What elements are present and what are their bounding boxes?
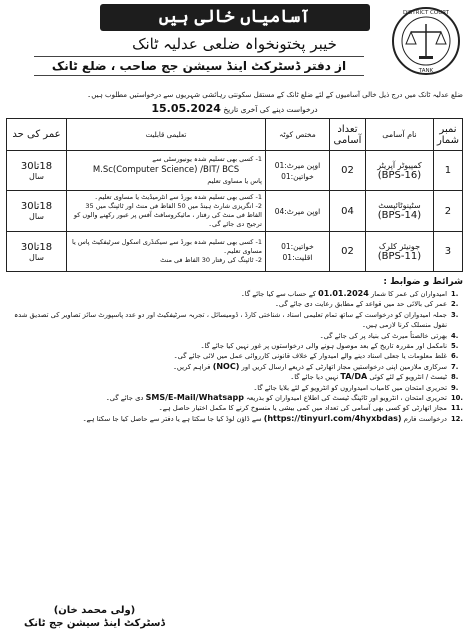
row-num: 3 bbox=[433, 232, 462, 272]
condition-item bbox=[6, 362, 463, 372]
condition-text: مجاز اتھارٹی کو کسی بھی آسامی کی تعداد میں کمی بیشی یا منسوخ کرنے کا مکمل اختیار حاصل ہے۔ bbox=[158, 404, 447, 413]
condition-text: درخواست فارم (https://tinyurl.com/4hyxbdas) سے ڈاؤن لوڈ کیا جا سکتا ہے یا دفتر سے حاصل کیا جا سکتا ہے۔ bbox=[82, 413, 447, 423]
condition-item bbox=[6, 299, 463, 309]
condition-number: 3. bbox=[451, 310, 459, 319]
row-qualification bbox=[67, 191, 266, 232]
header-age: عمر کی حد bbox=[7, 119, 67, 151]
quota-line: اوپن میرٹ:01 bbox=[274, 160, 321, 170]
page-title: آسامیاں خالی ہیں bbox=[100, 4, 370, 31]
header-title: نام آسامی bbox=[365, 119, 433, 151]
header-num: نمبر شمار bbox=[433, 119, 462, 151]
row-count: 02 bbox=[329, 232, 365, 272]
deadline-line bbox=[6, 102, 463, 115]
signatory-designation: ڈسٹرکٹ اینڈ سیشن جج ٹانک bbox=[24, 618, 165, 629]
age-range: 18تا30 bbox=[20, 160, 53, 172]
age-range: 18تا30 bbox=[20, 201, 53, 212]
header bbox=[6, 4, 463, 84]
condition-number: 5. bbox=[451, 342, 459, 351]
quota-line: اقلیت:01 bbox=[282, 252, 313, 262]
qualification-degrees: M.Sc(Computer Science) /BIT/ BCS bbox=[92, 165, 240, 175]
condition-item bbox=[6, 289, 463, 299]
condition-number: 10. bbox=[450, 394, 463, 403]
table-row bbox=[7, 151, 463, 191]
qualification-line: 2- انگریزی شارٹ ہینڈ میں 50 الفاظ فی منٹ اور ٹائپنگ میں 35 الفاظ فی منٹ کی رفتار ، مائیکروسافٹ آفس پر عبور رکھنے والوں کو ترجیح دی جائے گی۔ bbox=[73, 202, 262, 228]
condition-number: 7. bbox=[451, 362, 459, 371]
condition-text: غلط معلومات یا جعلی اسناد دینے والے امیدوار کے خلاف قانونی کارروائی عمل میں لائی جائے گی۔ bbox=[173, 352, 447, 361]
condition-text: بھرتی خالصتاً میرٹ کی بنیاد پر کی جائے گی۔ bbox=[319, 331, 447, 340]
condition-item bbox=[6, 351, 463, 361]
row-qualification bbox=[67, 232, 266, 272]
condition-highlight: (NOC) bbox=[212, 361, 240, 371]
row-quota bbox=[265, 232, 329, 272]
row-age bbox=[7, 191, 67, 232]
age-range: 18تا30 bbox=[20, 241, 53, 253]
condition-highlight: 01.01.2024 bbox=[318, 289, 369, 298]
condition-number: 12. bbox=[450, 414, 463, 423]
header-qualification: تعلیمی قابلیت bbox=[67, 119, 266, 151]
post-name: کمپیوٹر آپریٹر bbox=[377, 160, 422, 170]
condition-number: 1. bbox=[451, 290, 459, 298]
vacancies-table bbox=[6, 118, 463, 272]
qualification-line: پاس یا مساوی تعلیم bbox=[207, 177, 262, 185]
condition-number: 8. bbox=[451, 373, 459, 382]
qualification-line: 1- کسی بھی تسلیم شدہ بورڈ سے انٹرمیڈیٹ یا مساوی تعلیم۔ bbox=[94, 193, 262, 201]
condition-number: 4. bbox=[451, 331, 459, 340]
row-age bbox=[7, 151, 67, 191]
condition-number: 9. bbox=[451, 383, 459, 392]
post-name: سٹینوٹائپسٹ bbox=[378, 201, 421, 210]
header-count: تعداد آسامی bbox=[329, 119, 365, 151]
condition-number: 6. bbox=[451, 352, 459, 361]
condition-text: عمر کی بالائی حد میں قواعد کے مطابق رعایت دی جائے گی۔ bbox=[274, 300, 447, 309]
row-num: 1 bbox=[433, 151, 462, 191]
row-qualification bbox=[67, 151, 266, 191]
row-title bbox=[365, 232, 433, 272]
quota-line: خواتین:01 bbox=[281, 241, 314, 251]
condition-highlight: SMS/E-Mail/Whatsapp bbox=[145, 393, 244, 403]
condition-text: امیدواران کی عمر کا شمار 01.01.2024 کے حساب سے کیا جائے گا۔ bbox=[240, 289, 447, 298]
condition-text: جملہ امیدواران کو درخواست کے ساتھ تمام تعلیمی اسناد ، شناختی کارڈ ، ڈومیسائل ، تجربہ سرٹیفکیٹ اور دو عدد پاسپورٹ سائز تصاویر کی تصدیق شدہ نقول منسلک کرنا لازمی ہیں۔ bbox=[14, 310, 447, 330]
post-name: جونیئر کلرک bbox=[378, 241, 421, 251]
quota-line: خواتین:01 bbox=[281, 171, 314, 181]
condition-item bbox=[6, 383, 463, 393]
quota-line: اوپن میرٹ:04 bbox=[274, 206, 321, 216]
signatory-name: (ولی محمد خان) bbox=[53, 605, 136, 616]
signature-block bbox=[24, 605, 165, 629]
condition-item bbox=[6, 414, 463, 424]
condition-text: تحریری امتحان ، انٹرویو اور ٹائپنگ ٹیسٹ کی اطلاع امیدواران کو بذریعہ SMS/E-Mail/Whatsapp دی جائے گی۔ bbox=[105, 393, 447, 403]
page-subtitle: خیبر پختونخواہ ضلعی عدلیہ ٹانک bbox=[132, 35, 337, 53]
condition-item bbox=[6, 310, 463, 331]
table-row bbox=[7, 191, 463, 232]
conditions-list bbox=[6, 289, 463, 424]
row-quota bbox=[265, 191, 329, 232]
deadline-label: درخواست دینے کی آخری تاریخ bbox=[223, 105, 318, 114]
condition-text: سرکاری ملازمین اپنی درخواستیں مجاز اتھارٹی کے ذریعے ارسال کریں اور (NOC) فراہم کریں۔ bbox=[172, 361, 447, 371]
qualification-line: 1- کسی بھی تسلیم شدہ یونیورسٹی سے bbox=[152, 155, 262, 163]
qualification-line: 2- ٹائپنگ کی رفتار 30 الفاظ فی منٹ bbox=[160, 256, 262, 264]
deadline-date: 15.05.2024 bbox=[151, 102, 221, 115]
row-age bbox=[7, 232, 67, 272]
condition-item bbox=[6, 341, 463, 351]
row-title bbox=[365, 151, 433, 191]
condition-item bbox=[6, 372, 463, 382]
row-num: 2 bbox=[433, 191, 462, 232]
condition-text: نامکمل اور مقررہ تاریخ کے بعد موصول ہونے والی درخواستوں پر غور نہیں کیا جائے گا۔ bbox=[200, 342, 447, 351]
condition-number: 11. bbox=[450, 404, 463, 413]
intro-text: ضلع عدلیہ ٹانک میں درج ذیل خالی آسامیوں کے لئے ضلع ٹانک کے مستقل سکونتی رہائشی شہریوں سے درخواستیں مطلوب ہیں۔ bbox=[87, 91, 463, 99]
office-line: از دفتر ڈسٹرکٹ اینڈ سیشن جج صاحب ، ضلع ٹانک bbox=[34, 56, 364, 76]
condition-item bbox=[6, 331, 463, 341]
condition-text: ٹیسٹ / انٹرویو کے لئے کوئی TA/DA نہیں دیا جائے گا۔ bbox=[290, 372, 447, 382]
row-title bbox=[365, 191, 433, 232]
row-quota bbox=[265, 151, 329, 191]
condition-item bbox=[6, 403, 463, 413]
age-unit: سال bbox=[29, 171, 44, 181]
age-unit: سال bbox=[29, 212, 44, 221]
svg-text:DISTRICT COURT: DISTRICT COURT bbox=[402, 10, 450, 16]
post-bps: (BPS-14) bbox=[377, 210, 422, 221]
table-row bbox=[7, 232, 463, 272]
district-court-seal-icon bbox=[391, 6, 461, 76]
svg-text:TANK: TANK bbox=[418, 68, 434, 74]
row-count: 04 bbox=[329, 191, 365, 232]
age-unit: سال bbox=[29, 252, 44, 262]
condition-highlight: TA/DA bbox=[340, 372, 368, 382]
table-header-row bbox=[7, 119, 463, 151]
header-quota: مختص کوٹہ bbox=[265, 119, 329, 151]
post-bps: (BPS-11) bbox=[377, 250, 422, 262]
condition-highlight: (https://tinyurl.com/4hyxbdas) bbox=[263, 413, 402, 423]
condition-number: 2. bbox=[451, 300, 459, 309]
condition-item bbox=[6, 393, 463, 403]
qualification-line: 1- کسی بھی تسلیم شدہ بورڈ سے سیکنڈری اسکول سرٹیفکیٹ پاس یا مساوی تعلیم۔ bbox=[71, 238, 262, 255]
post-bps: (BPS-16) bbox=[377, 169, 422, 181]
conditions-heading: شرائط و ضوابط : bbox=[383, 277, 463, 287]
condition-text: تحریری امتحان میں کامیاب امیدواروں کو انٹرویو کے لئے بلایا جائے گا۔ bbox=[253, 383, 447, 392]
row-count: 02 bbox=[329, 151, 365, 191]
